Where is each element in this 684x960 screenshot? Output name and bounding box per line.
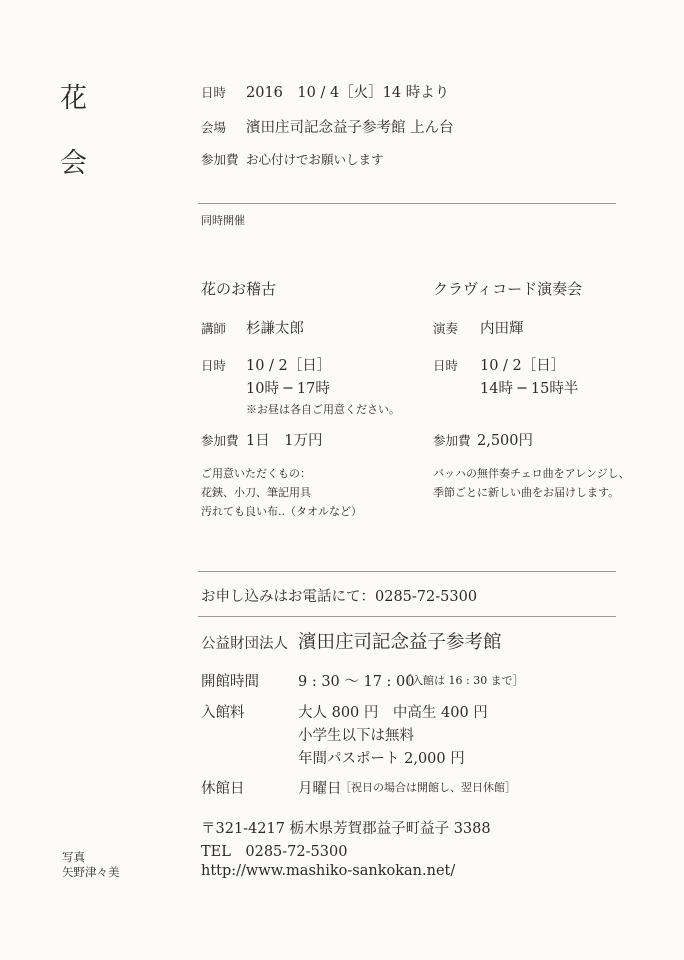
- closed-note: ［祝日の場合は開館し、翌日休館］: [340, 781, 516, 794]
- performer-value: 内田輝: [480, 321, 524, 337]
- right-desc-line-1: バッハの無伴奏チェロ曲をアレンジし、: [433, 467, 630, 480]
- admission-line-1: 大人 800 円 中高生 400 円: [298, 705, 488, 721]
- org-name: 濱田庄司記念益子参考館: [298, 632, 502, 653]
- right-date-line1: 10 / 2［日］: [480, 358, 566, 374]
- address: 〒321-4217 栃木県芳賀郡益子町益子 3388: [201, 821, 491, 837]
- left-event-title: 花のお稽古: [201, 280, 277, 298]
- left-date-label: 日時: [201, 358, 227, 373]
- closed-label: 休館日: [201, 781, 245, 797]
- bring-line-1: ご用意いただくもの：: [201, 467, 311, 480]
- title-char-1: 花: [60, 83, 87, 114]
- hours-value: 9 : 30 〜 17 : 00: [298, 674, 415, 690]
- bring-line-2: 花鋏、小刀、筆記用具: [201, 486, 311, 499]
- left-fee-value: 1日 1万円: [246, 433, 323, 449]
- apply-by-phone: お申し込みはお電話にて：0285-72-5300: [201, 589, 478, 605]
- admission-label: 入館料: [201, 705, 245, 721]
- closed-value: 月曜日: [298, 781, 342, 797]
- right-date-line2: 14時 ─ 15時半: [480, 381, 579, 397]
- datetime-value: 2016 10 / 4［火］14 時より: [246, 85, 450, 101]
- right-date-label: 日時: [433, 358, 459, 373]
- bring-line-3: 汚れても良い布..（タオルなど）: [201, 505, 362, 518]
- fee-value: お心付けでお願いします: [246, 152, 384, 167]
- left-date-line2: 10時 ─ 17時: [246, 381, 330, 397]
- instructor-value: 杉謙太郎: [246, 321, 304, 337]
- title-char-2: 会: [60, 148, 87, 179]
- left-note: ※お昼は各自ご用意ください。: [246, 403, 400, 416]
- left-fee-label: 参加費: [201, 433, 239, 448]
- hours-note: ［入館は 16 : 30 まで］: [401, 674, 524, 687]
- right-desc-line-2: 季節ごとに新しい曲をお届けします。: [433, 486, 620, 499]
- right-fee-label: 参加費: [433, 433, 471, 448]
- venue-label: 会場: [201, 120, 227, 135]
- instructor-label: 講師: [201, 321, 227, 336]
- admission-line-2: 小学生以下は無料: [298, 728, 414, 744]
- divider-2: [198, 571, 616, 572]
- hours-label: 開館時間: [201, 674, 259, 690]
- datetime-label: 日時: [201, 85, 227, 100]
- divider-1: [198, 203, 616, 204]
- website-link[interactable]: http://www.mashiko-sankokan.net/: [201, 863, 456, 879]
- left-date-line1: 10 / 2［日］: [246, 358, 332, 374]
- divider-3: [198, 616, 616, 617]
- admission-line-3: 年間パスポート 2,000 円: [298, 751, 465, 767]
- fee-label: 参加費: [201, 152, 239, 167]
- telephone: TEL 0285-72-5300: [201, 844, 348, 860]
- right-fee-value: 2,500円: [477, 433, 534, 449]
- performer-label: 演奏: [433, 321, 459, 336]
- photo-credit-label: 写真: [62, 850, 85, 864]
- org-prefix: 公益財団法人: [201, 636, 288, 652]
- photo-credit-name: 矢野津々美: [62, 865, 120, 879]
- concurrent-label: 同時開催: [201, 214, 245, 227]
- right-event-title: クラヴィコード演奏会: [433, 280, 583, 298]
- venue-value: 濱田庄司記念益子参考館 上ん台: [246, 120, 454, 136]
